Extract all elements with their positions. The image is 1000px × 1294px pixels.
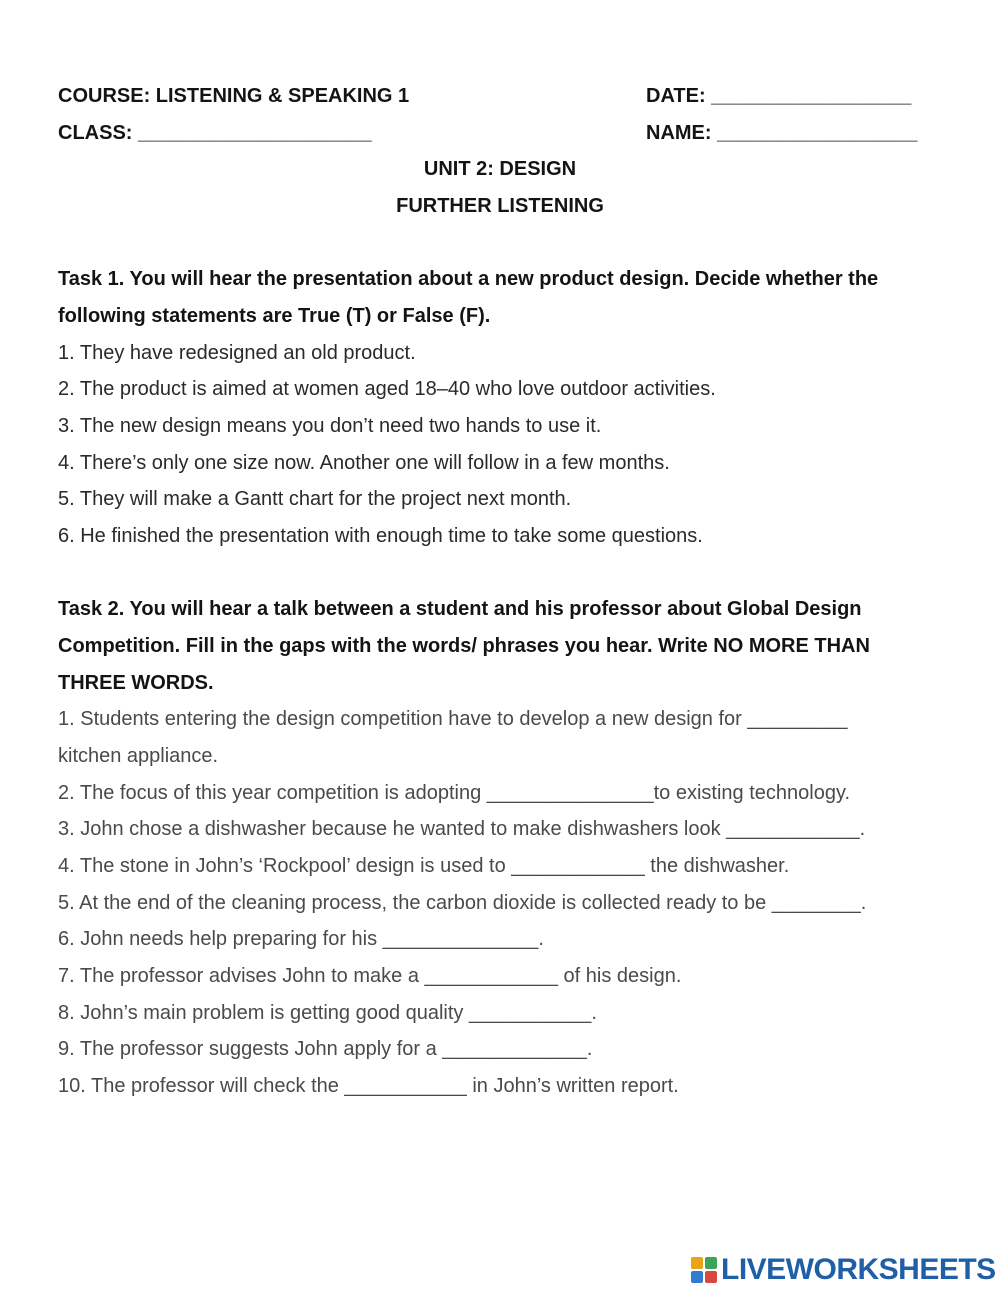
task2-item-5: 5. At the end of the cleaning process, the carbon dioxide is collected ready to be ________. [58,892,867,914]
task2-instruction-line1: Task 2. You will hear a talk between a student and his professor about Global Design [58,598,862,620]
unit-title: UNIT 2: DESIGN [423,158,577,180]
task1-instruction-line1: Task 1. You will hear the presentation about a new product design. Decide whether the [58,268,879,290]
task1-item-3: 3. The new design means you don’t need two hands to use it. [58,415,602,437]
task2-instruction-line3: THREE WORDS. [58,672,214,694]
task2-item-9: 9. The professor suggests John apply for a _____________. [58,1038,593,1060]
course-title: COURSE: LISTENING & SPEAKING 1 [58,85,410,107]
task1-item-6: 6. He finished the presentation with enough time to take some questions. [58,525,703,547]
task2-item-8: 8. John’s main problem is getting good quality ___________. [58,1002,597,1024]
task2-item-1-line2: kitchen appliance. [58,745,219,767]
date-field: DATE: __________________ [646,85,912,107]
task2-item-2: 2. The focus of this year competition is adopting _______________to existing technology. [58,782,851,804]
task2-item-1-line1: 1. Students entering the design competition have to develop a new design for _________ [58,708,848,730]
task1-item-5: 5. They will make a Gantt chart for the project next month. [58,488,572,510]
liveworksheets-logo-text: LIVEWORKSHEETS [721,1253,996,1286]
task2-item-10: 10. The professor will check the ___________ in John’s written report. [58,1075,679,1097]
class-field: CLASS: _____________________ [58,122,372,144]
task1-item-4: 4. There’s only one size now. Another one will follow in a few months. [58,452,670,474]
task2-instruction-line2: Competition. Fill in the gaps with the words/ phrases you hear. Write NO MORE THAN [58,635,870,657]
task2-item-6: 6. John needs help preparing for his ______________. [58,928,544,950]
section-title: FURTHER LISTENING [396,195,604,217]
task2-item-7: 7. The professor advises John to make a ____________ of his design. [58,965,682,987]
liveworksheets-logo-icon [691,1257,717,1283]
task2-item-4: 4. The stone in John’s ‘Rockpool’ design is used to ____________ the dishwasher. [58,855,790,877]
task1-instruction-line2: following statements are True (T) or False (F). [58,305,491,327]
task1-item-2: 2. The product is aimed at women aged 18–40 who love outdoor activities. [58,378,716,400]
task2-item-3: 3. John chose a dishwasher because he wanted to make dishwashers look ____________. [58,818,866,840]
task1-item-1: 1. They have redesigned an old product. [58,342,416,364]
liveworksheets-logo [691,1255,996,1285]
name-field: NAME: __________________ [646,122,918,144]
